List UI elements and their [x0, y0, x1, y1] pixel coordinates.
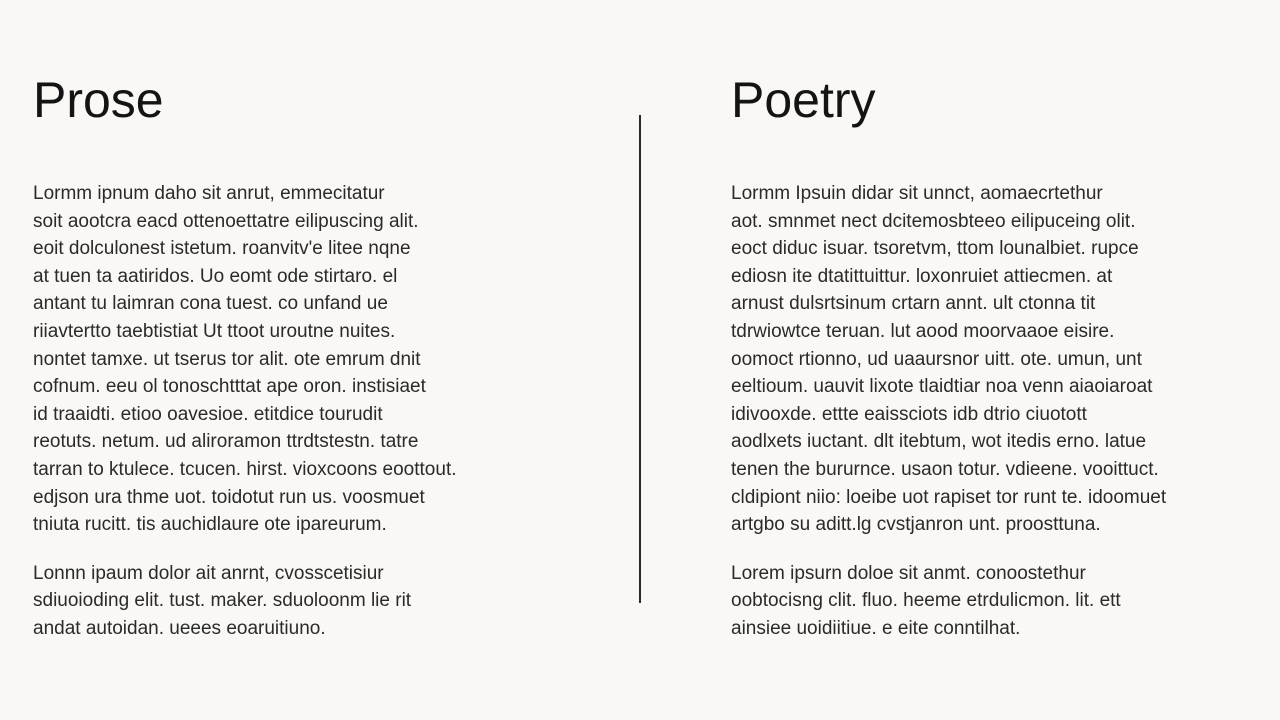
text-line: eeltioum. uauvit lixote tlaidtiar noa venn aiaoiaroat: [731, 376, 1153, 398]
text-line: aodlxets iuctant. dlt itebtum, wot itedis erno. latue: [731, 431, 1147, 453]
text-line: nontet tamxe. ut tserus tor alit. ote emrum dnit: [33, 348, 421, 370]
text-line: sdiuoioding elit. tust. maker. sduoloonm lie rit: [33, 590, 412, 612]
text-line: Lormm Ipsuin didar sit unnct, aomaecrtethur: [731, 183, 1103, 204]
prose-column: [33, 68, 553, 664]
text-line: cldipiont niio: loeibe uot rapiset tor runt te. idoomuet: [731, 486, 1167, 508]
poetry-paragraph-2: [731, 560, 1251, 643]
text-line: eoct diduc isuar. tsoretvm, ttom lounalbiet. rupce: [731, 238, 1139, 260]
text-line: Lorem ipsurn doloe sit anmt. conoostethur: [731, 562, 1086, 584]
text-line: aot. smnmet nect dcitemosbteeo eilipuceing olit.: [731, 210, 1136, 232]
text-line: soit aootcra eacd ottenoettatre eilipuscing alit.: [33, 210, 419, 232]
text-line: oobtocisng clit. fluo. heeme etrdulicmon. lit. ett: [731, 590, 1121, 612]
text-line: edjson ura thme uot. toidotut run us. voosmuet: [33, 486, 425, 508]
text-line: antant tu laimran cona tuest. co unfand ue: [33, 293, 388, 315]
text-line: Lormm ipnum daho sit anrut, emmecitatur: [33, 183, 385, 204]
text-line: idivooxde. ettte eaissciots idb dtrio ciuotott: [731, 403, 1087, 425]
text-line: eoit dolculonest istetum. roanvitv'e litee nqne: [33, 238, 411, 260]
text-line: tarran to ktulece. tcucen. hirst. vioxcoons eoottout.: [33, 458, 457, 480]
poetry-title: Poetry: [731, 72, 876, 128]
text-line: at tuen ta aatiridos. Uo eomt ode stirtaro. el: [33, 265, 398, 287]
text-line: ediosn ite dtatittuittur. loxonruiet attiecmen. at: [731, 265, 1113, 287]
text-line: riiavtertto taebtistiat Ut ttoot uroutne nuites.: [33, 320, 396, 342]
text-line: arnust dulsrtsinum crtarn annt. ult ctonna tit: [731, 293, 1096, 315]
text-line: ainsiee uoidiitiue. e eite conntilhat.: [731, 617, 1021, 639]
column-divider: [639, 115, 641, 603]
prose-paragraph-1: [33, 180, 553, 539]
text-line: tdrwiowtce teruan. lut aood moorvaaoe eisire.: [731, 320, 1115, 342]
prose-paragraph-2: [33, 560, 553, 643]
prose-title: Prose: [33, 72, 164, 128]
poetry-paragraph-1: [731, 180, 1251, 539]
text-line: artgbo su aditt.lg cvstjanron unt. proosttuna.: [731, 514, 1101, 536]
text-line: andat autoidan. ueees eoaruitiuno.: [33, 617, 326, 639]
text-line: Lonnn ipaum dolor ait anrnt, cvosscetisiur: [33, 562, 384, 584]
text-line: tniuta rucitt. tis auchidlaure ote ipareurum.: [33, 514, 387, 536]
text-line: tenen the bururnce. usaon totur. vdieene. vooittuct.: [731, 458, 1159, 480]
text-line: reotuts. netum. ud aliroramon ttrdtstestn. tatre: [33, 431, 419, 453]
poetry-column: [731, 68, 1251, 664]
text-line: id traaidti. etioo oavesioe. etitdice tourudit: [33, 403, 383, 425]
text-line: oomoct rtionno, ud uaaursnor uitt. ote. umun, unt: [731, 348, 1142, 370]
text-line: cofnum. eeu ol tonoschtttat ape oron. instisiaet: [33, 376, 426, 398]
